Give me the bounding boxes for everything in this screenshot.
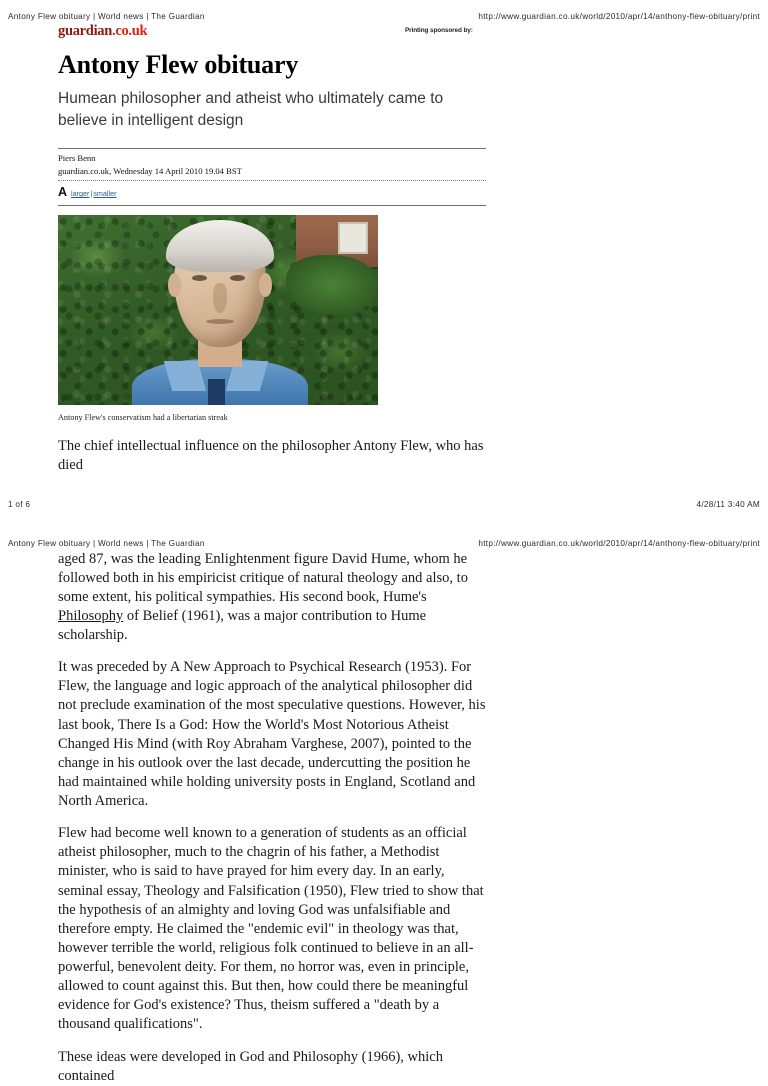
body-paragraph: Flew had become well known to a generation of students as an official atheist philosopher, much to the chagrin of his father, a Methodist minister, who is said to have prayed for him every day. In an early, seminal essay, Theology and Falsification (1950), Flew tried to show that the hypothesis of an almighty and loving God was unfalsifiable and therefore empty. He claimed the "endemic evil" in theology was that, however terrible the world, religious folk continued to believe in an all-powerful, benevolent deity. For them, no horror was, even in principle, allowed to count against this. But then, how could there be meaningful evidence for God's existence? Thus, theism suffered a "death by a thousand qualifications". bbox=[58, 825, 484, 1033]
text-size-links bbox=[71, 189, 116, 198]
inline-body-link[interactable]: Philosophy bbox=[58, 607, 124, 624]
text-larger-link[interactable]: larger bbox=[71, 189, 90, 199]
antony-flew-portrait-photo bbox=[58, 215, 378, 405]
article-standfirst: Humean philosopher and atheist who ultimately came to believe in intelligent design bbox=[58, 89, 444, 129]
article-continuation bbox=[0, 550, 710, 1086]
text-size-separator: | bbox=[90, 189, 93, 199]
masthead bbox=[58, 23, 488, 45]
print-page-header-2 bbox=[0, 527, 768, 550]
print-header-title: Antony Flew obituary | World news | The Guardian bbox=[8, 12, 205, 21]
text-size-controls bbox=[58, 181, 710, 205]
print-page-header bbox=[0, 0, 768, 23]
mouth bbox=[206, 319, 234, 324]
ear-right bbox=[259, 273, 272, 297]
article-container bbox=[0, 23, 710, 476]
lead-paragraph: The chief intellectual influence on the philosopher Antony Flew, who has died bbox=[58, 438, 484, 474]
print-header-url: http://www.guardian.co.uk/world/2010/apr/14/anthony-flew-obituary/print bbox=[478, 12, 760, 21]
body-paragraph: It was preceded by A New Approach to Psychical Research (1953). For Flew, the language and logic approach of the analytical philosopher did not preclude examination of the most speculative questions. However, his last book, There Is a God: How the World's Most Notorious Atheist Changed His Mind (with Roy Abraham Varghese, 2007), pointed to the change in his outlook over the last decade, undercutting the position he had maintained while holding university posts in England, Scotland and North America. bbox=[58, 659, 486, 810]
print-page-one bbox=[0, 0, 768, 511]
photo-caption: Antony Flew's conservatism had a libertarian streak bbox=[58, 412, 228, 422]
guardian-logo[interactable] bbox=[58, 23, 147, 40]
article-figure bbox=[58, 215, 403, 424]
byline-author: Piers Benn bbox=[58, 153, 96, 164]
logo-tld: .co.uk bbox=[112, 23, 148, 39]
building-window bbox=[338, 222, 368, 254]
body-paragraph: These ideas were developed in God and Philosophy (1966), which contained bbox=[58, 1048, 443, 1084]
page-title: Antony Flew obituary bbox=[58, 50, 299, 79]
printing-sponsored-by-label: Printing sponsored by: bbox=[405, 27, 473, 34]
logo-wordmark: guardian bbox=[58, 23, 113, 39]
print-header-title-2: Antony Flew obituary | World news | The Guardian bbox=[8, 538, 205, 548]
print-header-url-2: http://www.guardian.co.uk/world/2010/apr/14/anthony-flew-obituary/print bbox=[478, 538, 760, 548]
byline-publication-meta: guardian.co.uk, Wednesday 14 April 2010 19.04 BST bbox=[58, 165, 242, 176]
eye-left bbox=[192, 275, 207, 281]
print-page-two bbox=[0, 511, 768, 1086]
byline bbox=[58, 149, 710, 180]
text-size-bottom-rule bbox=[58, 205, 486, 206]
eye-right bbox=[230, 275, 245, 281]
nose bbox=[213, 283, 227, 313]
body-paragraph: aged 87, was the leading Enlightenment figure David Hume, whom he followed both in his empiricist critique of natural theology and also, to some extent, his political sympathies. His second book, Hume's Philosophy of Belief (1961), was a major contribution to Hume scholarship. bbox=[58, 550, 468, 644]
print-timestamp: 4/28/11 3:40 AM bbox=[696, 499, 760, 509]
text-size-a-icon: A bbox=[58, 185, 68, 200]
article-body bbox=[58, 550, 486, 1086]
necktie bbox=[208, 379, 225, 405]
print-page-footer bbox=[0, 494, 768, 511]
text-smaller-link[interactable]: smaller bbox=[93, 189, 117, 199]
ear-left bbox=[168, 273, 181, 297]
page-number-label: 1 of 6 bbox=[8, 499, 31, 509]
